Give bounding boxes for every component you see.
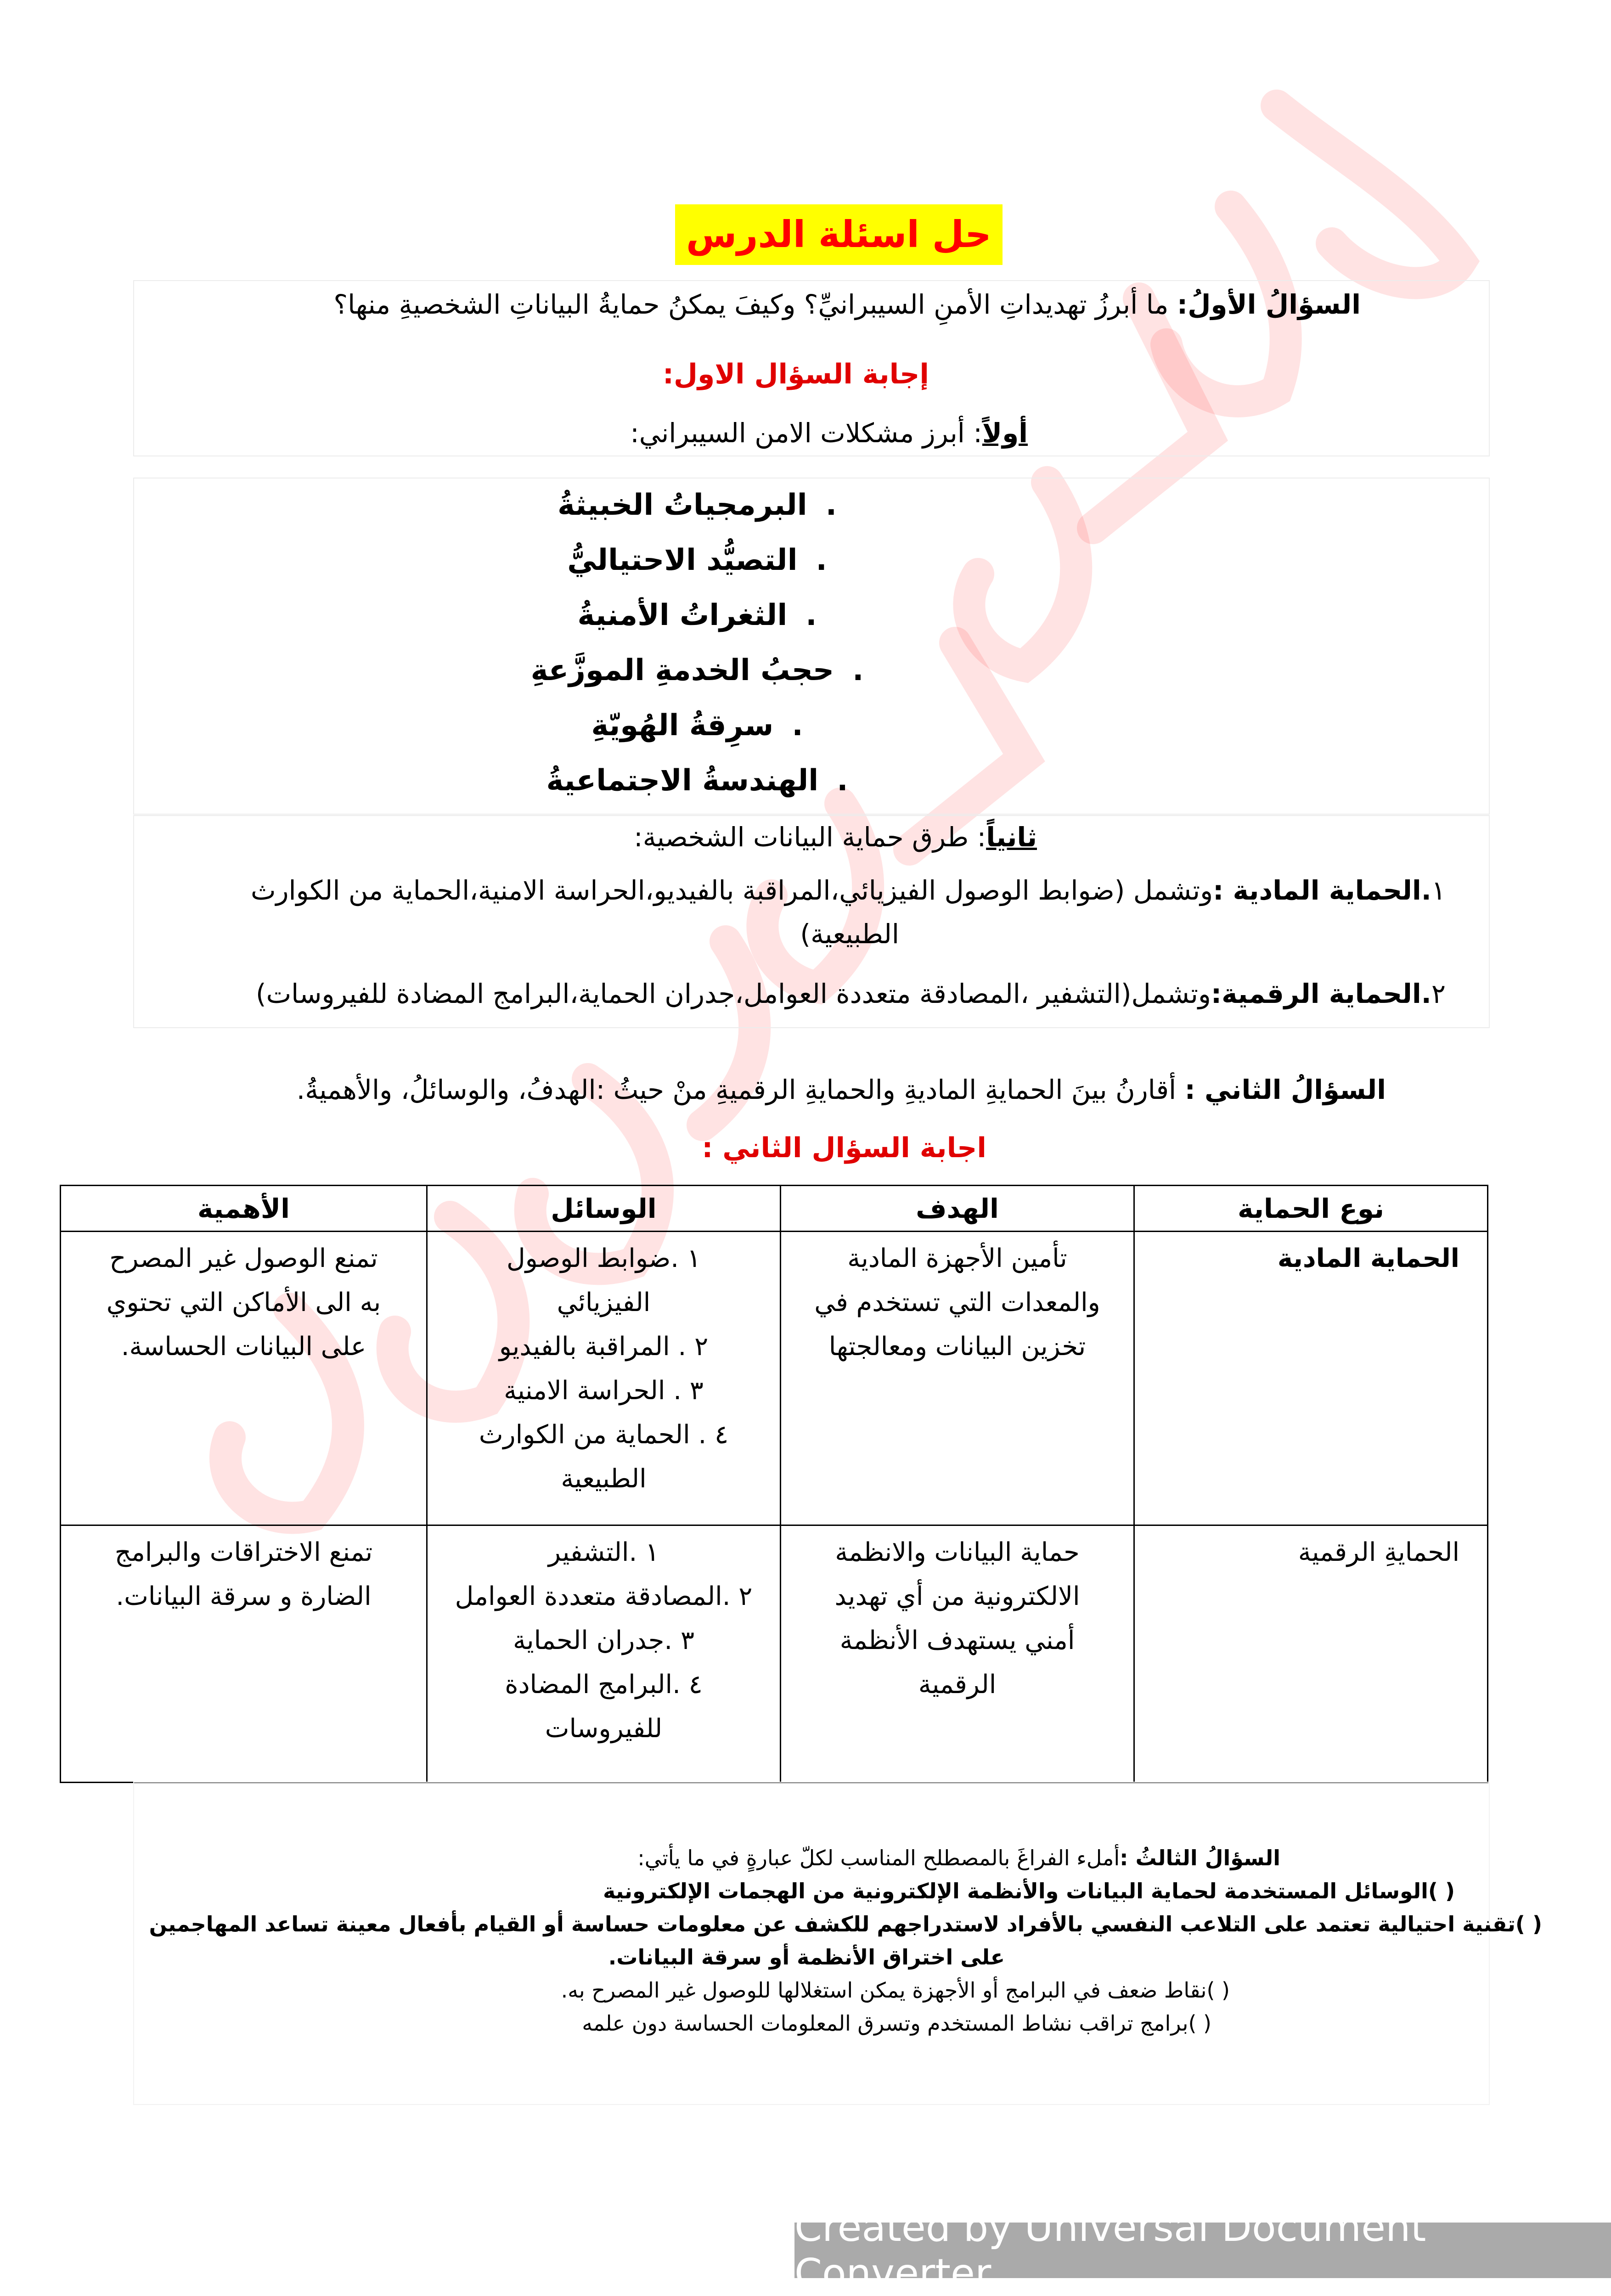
table-cell-means: ١ .التشفير ٢ .المصادقة متعددة العوامل ٣ .جدران الحماية ٤ .البرامج المضادة للفيروسات	[427, 1525, 781, 1783]
second-point-label: ثانياً	[986, 822, 1037, 853]
table-cell-means: ١ .ضوابط الوصول الفيزيائي ٢ . المراقبة بالفيديو ٣ . الحراسة الامنية ٤ . الحماية من الكوارث الطبيعية	[427, 1232, 781, 1525]
second-point	[634, 817, 1037, 857]
question-one-label: السؤالُ الأولُ:	[1177, 289, 1361, 320]
list-item-cont: على اختراق الأنظمة أو سرقة البيانات.	[608, 1945, 1005, 1970]
question-one-text: ما أبرزُ تهديداتِ الأمنِ السيبرانيِّ؟ وكيفَ يمكنُ حمايةُ البياناتِ الشخصيةِ منها؟	[333, 289, 1169, 320]
question-two-label: السؤالُ الثاني :	[1184, 1074, 1386, 1105]
table-header: الأهمية	[61, 1186, 427, 1232]
list-item: . حجبُ الخدمةِ الموزَّعةِ	[530, 653, 864, 687]
question-three-heading	[109, 1841, 1487, 1874]
method-one: ١.الحماية المادية :وتشمل (ضوابط الوصول الفيزيائي،المراقبة بالفيديو،الحراسة الامنية،الحماية من الكوارث	[250, 875, 1446, 906]
comparison-table	[60, 1185, 1488, 1783]
answer-two-heading: اجابة السؤال الثاني :	[702, 1132, 986, 1164]
second-point-text: : طرق حماية البيانات الشخصية:	[634, 822, 986, 853]
list-item: ( )نقاط ضعف في البرامج أو الأجهزة يمكن استغلالها للوصول غير المصرح به.	[561, 1978, 1230, 2003]
table-header: الهدف	[781, 1186, 1134, 1232]
first-point-label: أولاً	[982, 417, 1028, 449]
table-cell-goal: حماية البيانات والانظمة الالكترونية من أي تهديد أمني يستهدف الأنظمة الرقمية	[781, 1525, 1134, 1783]
list-item: ( )الوسائل المستخدمة لحماية البيانات والأنظمة الإلكترونية من الهجمات الإلكترونية	[603, 1879, 1455, 1903]
list-item: ( )برامج تراقب نشاط المستخدم وتسرق المعلومات الحساسة دون علمه	[582, 2011, 1211, 2036]
list-item: ( )تقنية احتيالية تعتمد على التلاعب النفسي بالأفراد لاستدراجهم للكشف عن معلومات حساسة أو القيام بأفعال معينة تساعد المهاجمين	[149, 1912, 1542, 1936]
question-two-text: أقارنُ بينَ الحمايةِ الماديةِ والحمايةِ الرقميةِ منْ حيثُ :الهدفُ، والوسائلُ، والأهميةُ.	[296, 1074, 1177, 1105]
table-row	[61, 1232, 1488, 1525]
threat-list	[490, 478, 904, 808]
table-cell-type: الحمايةِ الرقمية	[1134, 1525, 1488, 1783]
footer-banner: Created by Universal Document Converter	[794, 2223, 1611, 2278]
table-cell-goal: تأمين الأجهزة المادية والمعدات التي تستخدم في تخزين البيانات ومعالجتها	[781, 1232, 1134, 1525]
answer-one-heading: إجابة السؤال الاول:	[662, 358, 929, 390]
page-title: حل اسئلة الدرس	[675, 204, 1003, 265]
question-two	[297, 1070, 1386, 1109]
question-three-text: أملء الفراغَ بالمصطلح المناسب لكلّ عبارةٍ في ما يأتي:	[637, 1846, 1120, 1870]
table-cell-type: الحماية المادية	[1134, 1232, 1488, 1525]
first-point	[630, 413, 1028, 453]
table-row	[61, 1525, 1488, 1783]
question-three	[109, 1841, 1542, 2040]
table-cell-importance: تمنع الاختراقات والبرامج الضارة و سرقة البيانات.	[61, 1525, 427, 1783]
table-header-row	[61, 1186, 1488, 1232]
question-three-label: السؤالُ الثالثُ :	[1120, 1846, 1280, 1870]
list-item: . الثغراتُ الأمنيةُ	[577, 598, 817, 632]
list-item: . البرمجياتُ الخبيثةُ	[558, 488, 837, 522]
method-one-cont: الطبيعية)	[800, 918, 899, 950]
method-two: ٢.الحماية الرقمية:وتشمل(التشفير ،المصادقة متعددة العوامل،جدران الحماية،البرامج المضادة للفيروسات)	[255, 978, 1446, 1009]
question-one	[333, 285, 1361, 324]
list-item: . سرِقةُ الهُويّةِ	[591, 709, 803, 743]
first-point-text: : أبرز مشكلات الامن السيبراني:	[630, 417, 982, 449]
table-header: نوع الحماية	[1134, 1186, 1488, 1232]
list-item: . التصيُّد الاحتياليُّ	[567, 543, 827, 577]
list-item: . الهندسةُ الاجتماعيةُ	[546, 764, 848, 798]
table-cell-importance: تمنع الوصول غير المصرح به الى الأماكن التي تحتوي على البيانات الحساسة.	[61, 1232, 427, 1525]
table-header: الوسائل	[427, 1186, 781, 1232]
